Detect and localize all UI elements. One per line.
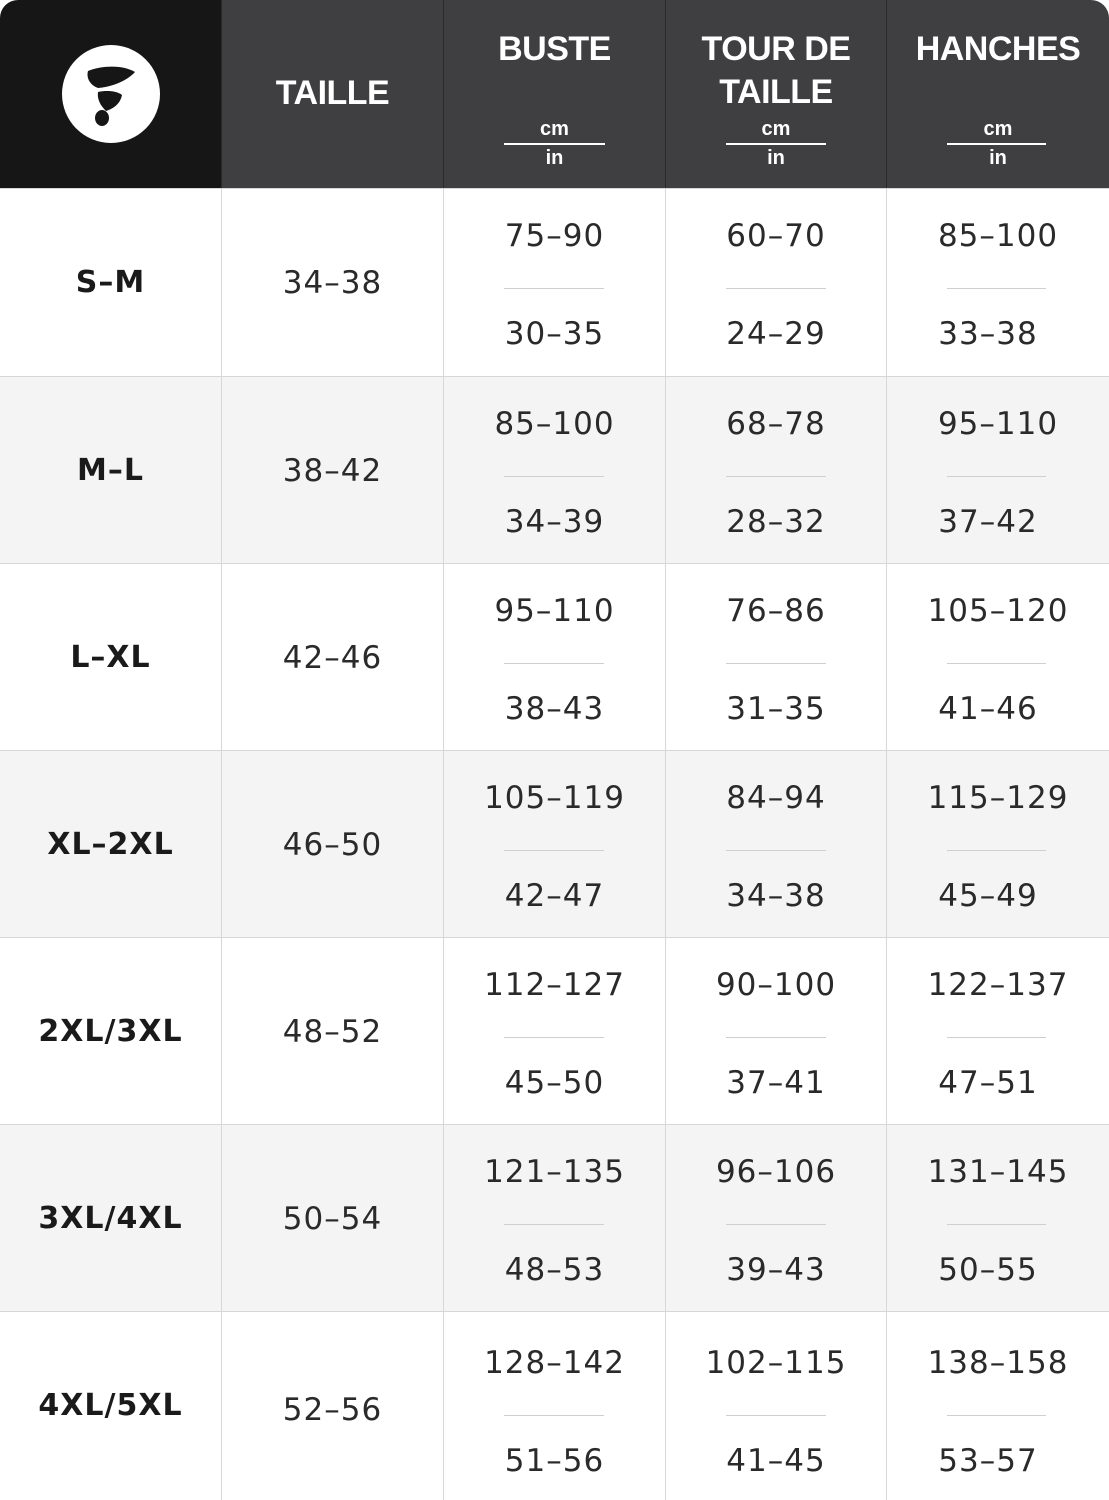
table-row [0, 750, 1109, 938]
value-divider [947, 288, 1046, 289]
unit-divider [947, 143, 1046, 145]
size-label: L–XL [70, 640, 151, 675]
butterfly-logo-icon [62, 45, 160, 143]
value-divider [726, 1415, 826, 1416]
header-hanches [887, 0, 1109, 188]
header-hanches-title: HANCHES [915, 30, 1081, 68]
hanches-in-value: 45–49 [938, 878, 1038, 914]
unit-divider [504, 143, 605, 145]
tour-cm-value: 90–100 [715, 967, 837, 1003]
buste-in-value: 30–35 [504, 316, 605, 352]
table-row [0, 563, 1109, 751]
size-label: S–M [75, 265, 146, 300]
buste-in-value: 51–56 [504, 1443, 605, 1479]
tour-in-value: 41–45 [726, 1443, 826, 1479]
value-divider [726, 1037, 826, 1038]
tour-in-value: 34–38 [726, 878, 826, 914]
value-divider [726, 1224, 826, 1225]
tour-cm-value: 60–70 [726, 218, 826, 254]
buste-cm-value: 121–135 [484, 1154, 625, 1190]
taille-value: 52–56 [282, 1392, 383, 1428]
buste-cm-value: 105–119 [484, 780, 625, 816]
header-divider [221, 0, 222, 188]
hanches-in-value: 41–46 [938, 691, 1038, 727]
buste-in-value: 34–39 [504, 504, 605, 540]
header-hanches-unit-in: in [989, 147, 1007, 169]
value-divider [726, 663, 826, 664]
taille-value: 46–50 [282, 827, 383, 863]
buste-cm-value: 112–127 [484, 967, 625, 1003]
logo-cell [0, 0, 221, 188]
value-divider [504, 1224, 604, 1225]
hanches-cm-value: 131–145 [927, 1154, 1069, 1190]
hanches-in-value: 50–55 [938, 1252, 1038, 1288]
value-divider [504, 663, 604, 664]
table-row [0, 1124, 1109, 1312]
value-divider [504, 288, 604, 289]
header-tour-unit-in: in [767, 147, 785, 169]
unit-divider [726, 143, 826, 145]
buste-in-value: 48–53 [504, 1252, 605, 1288]
tour-in-value: 24–29 [726, 316, 826, 352]
tour-cm-value: 102–115 [705, 1345, 847, 1381]
buste-in-value: 42–47 [504, 878, 605, 914]
value-divider [726, 476, 826, 477]
table-row [0, 1311, 1109, 1500]
tour-cm-value: 68–78 [726, 406, 826, 442]
hanches-cm-value: 105–120 [927, 593, 1069, 629]
value-divider [504, 1037, 604, 1038]
tour-cm-value: 84–94 [726, 780, 826, 816]
header-divider [886, 0, 887, 188]
value-divider [947, 663, 1046, 664]
taille-value: 34–38 [282, 265, 383, 301]
value-divider [947, 850, 1046, 851]
tour-cm-value: 96–106 [715, 1154, 837, 1190]
table-row [0, 937, 1109, 1125]
header-divider [443, 0, 444, 188]
hanches-cm-value: 115–129 [927, 780, 1069, 816]
hanches-cm-value: 122–137 [927, 967, 1069, 1003]
header-tour-unit-cm: cm [761, 118, 791, 140]
buste-cm-value: 75–90 [504, 218, 605, 254]
header-hanches-unit-cm: cm [983, 118, 1013, 140]
buste-in-value: 38–43 [504, 691, 605, 727]
taille-value: 50–54 [282, 1201, 383, 1237]
value-divider [504, 1415, 604, 1416]
tour-in-value: 37–41 [726, 1065, 826, 1101]
header-tour-title-line2: TAILLE [719, 73, 833, 111]
taille-value: 48–52 [282, 1014, 383, 1050]
tour-in-value: 31–35 [726, 691, 826, 727]
taille-value: 38–42 [282, 453, 383, 489]
column-divider [443, 0, 444, 1500]
hanches-in-value: 47–51 [938, 1065, 1038, 1101]
header-buste-unit-cm: cm [540, 118, 569, 140]
value-divider [504, 850, 604, 851]
size-label: XL–2XL [47, 827, 174, 862]
size-label: 2XL/3XL [38, 1014, 183, 1049]
column-divider [221, 0, 222, 1500]
size-label: 4XL/5XL [38, 1388, 183, 1423]
size-label: M–L [77, 453, 144, 488]
size-label: 3XL/4XL [38, 1201, 183, 1236]
buste-cm-value: 85–100 [494, 406, 615, 442]
hanches-in-value: 37–42 [938, 504, 1038, 540]
value-divider [504, 476, 604, 477]
buste-cm-value: 128–142 [484, 1345, 625, 1381]
taille-value: 42–46 [282, 640, 383, 676]
value-divider [947, 1415, 1046, 1416]
value-divider [726, 850, 826, 851]
header-taille-title: TAILLE [275, 74, 390, 112]
hanches-in-value: 33–38 [938, 316, 1038, 352]
tour-in-value: 28–32 [726, 504, 826, 540]
tour-cm-value: 76–86 [726, 593, 826, 629]
header-taille [222, 0, 443, 188]
hanches-cm-value: 138–158 [927, 1345, 1069, 1381]
header-tour-title-line1: TOUR DE [701, 30, 851, 68]
hanches-cm-value: 85–100 [937, 218, 1059, 254]
buste-cm-value: 95–110 [494, 593, 615, 629]
value-divider [947, 1037, 1046, 1038]
column-divider [886, 0, 887, 1500]
header-divider [665, 0, 666, 188]
table-row [0, 376, 1109, 564]
hanches-in-value: 53–57 [938, 1443, 1038, 1479]
value-divider [726, 288, 826, 289]
tour-in-value: 39–43 [726, 1252, 826, 1288]
hanches-cm-value: 95–110 [937, 406, 1059, 442]
value-divider [947, 1224, 1046, 1225]
header-buste [444, 0, 665, 188]
header-buste-unit-in: in [545, 147, 564, 169]
buste-in-value: 45–50 [504, 1065, 605, 1101]
table-row [0, 188, 1109, 376]
header-buste-title: BUSTE [498, 30, 611, 68]
header-tour-de-taille [666, 0, 886, 188]
value-divider [947, 476, 1046, 477]
column-divider [665, 0, 666, 1500]
